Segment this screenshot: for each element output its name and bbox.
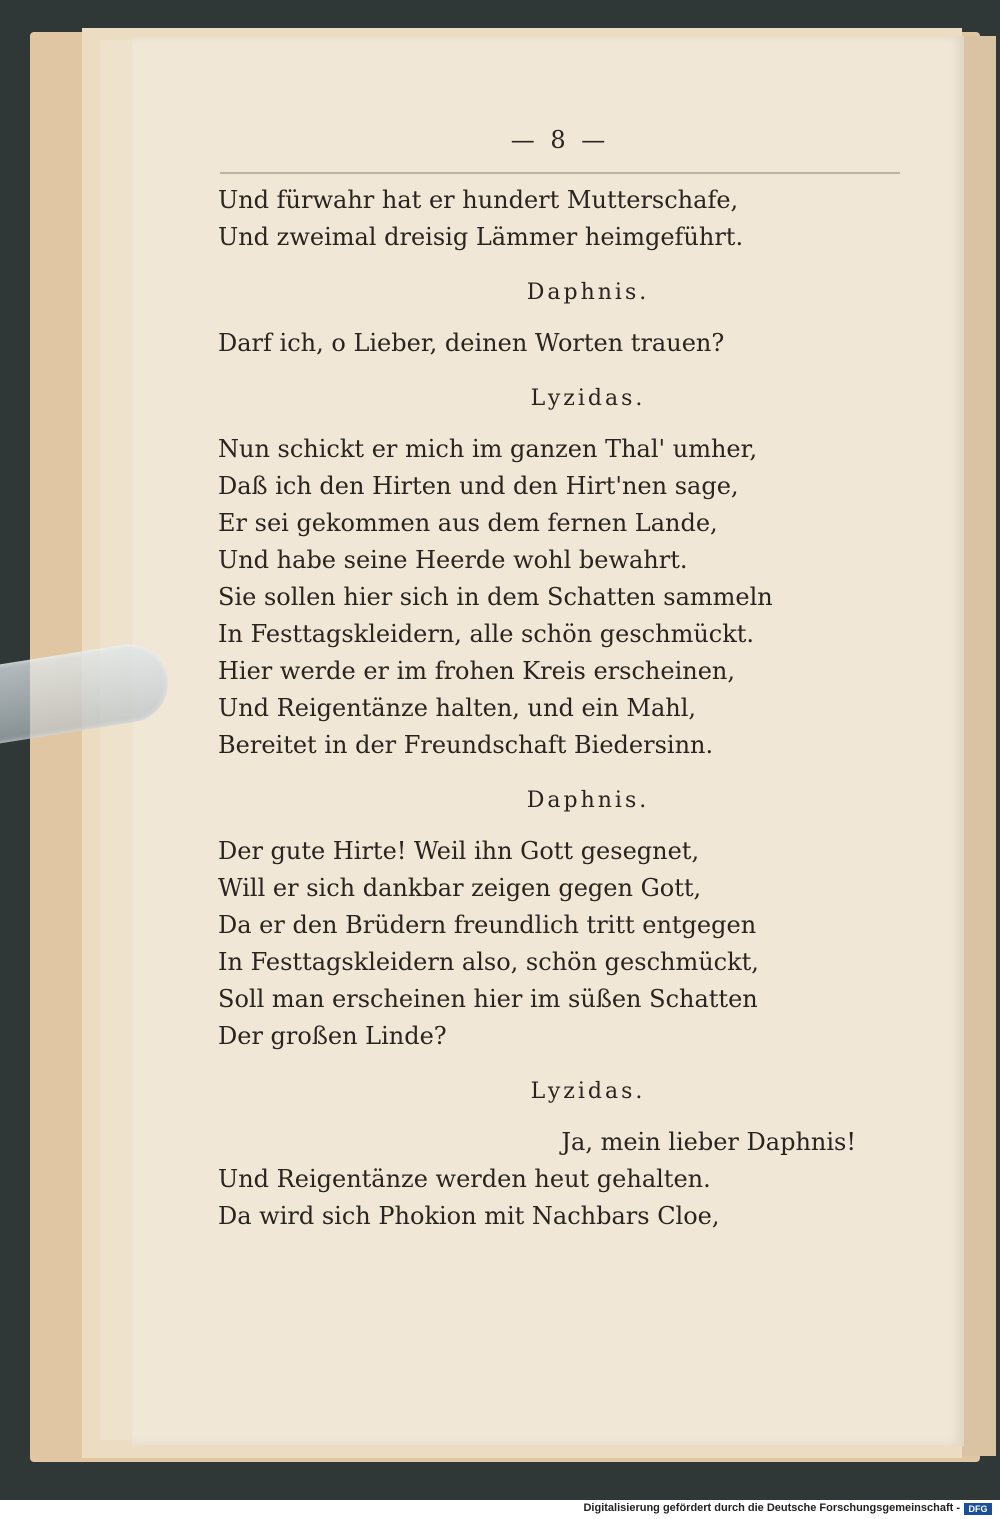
speaker-heading: Daphnis. <box>526 280 650 305</box>
verse-line: In Festtagskleidern also, schön geschmückt, <box>218 948 759 976</box>
verse-line: Da wird sich Phokion mit Nachbars Cloe, <box>218 1202 720 1230</box>
verse-line: Bereitet in der Freundschaft Biedersinn. <box>218 731 714 759</box>
verse-line: Der gute Hirte! Weil ihn Gott gesegnet, <box>218 837 700 865</box>
verse-line: Soll man erscheinen hier im süßen Schatten <box>218 985 758 1013</box>
verse-line: Und Reigentänze halten, und ein Mahl, <box>218 694 697 722</box>
verse-line: Hier werde er im frohen Kreis erscheinen, <box>218 657 735 685</box>
verse-line: Und habe seine Heerde wohl bewahrt. <box>218 546 688 574</box>
verse-line: Er sei gekommen aus dem fernen Lande, <box>218 509 718 537</box>
verse-line: Darf ich, o Lieber, deinen Worten trauen? <box>218 329 725 357</box>
speaker-heading: Lyzidas. <box>530 386 646 411</box>
verse-line: In Festtagskleidern, alle schön geschmückt. <box>218 620 755 648</box>
footer-bar <box>0 1500 1000 1519</box>
verse-line: Nun schickt er mich im ganzen Thal' umher, <box>218 435 758 463</box>
verse-line: Und fürwahr hat er hundert Mutterschafe, <box>218 186 739 214</box>
dfg-logo-icon: DFG <box>964 1503 992 1515</box>
verse-line: Ja, mein lieber Daphnis! <box>561 1128 856 1156</box>
verse-line: Sie sollen hier sich in dem Schatten sammeln <box>218 583 773 611</box>
footer-credit: Digitalisierung gefördert durch die Deutsche Forschungsgemeinschaft - <box>583 1502 960 1514</box>
verse-line: Und Reigentänze werden heut gehalten. <box>218 1165 711 1193</box>
verse-line: Der großen Linde? <box>218 1022 447 1050</box>
verse-line: Da er den Brüdern freundlich tritt entgegen <box>218 911 757 939</box>
page-number: — 8 — <box>510 126 610 154</box>
speaker-heading: Lyzidas. <box>530 1079 646 1104</box>
verse-line: Will er sich dankbar zeigen gegen Gott, <box>218 874 702 902</box>
facing-page-edge <box>962 36 996 1456</box>
speaker-heading: Daphnis. <box>526 788 650 813</box>
page-text <box>218 182 878 1235</box>
header-rule <box>220 172 900 174</box>
verse-line: Und zweimal dreisig Lämmer heimgeführt. <box>218 223 744 251</box>
verse-line: Daß ich den Hirten und den Hirt'nen sage, <box>218 472 739 500</box>
